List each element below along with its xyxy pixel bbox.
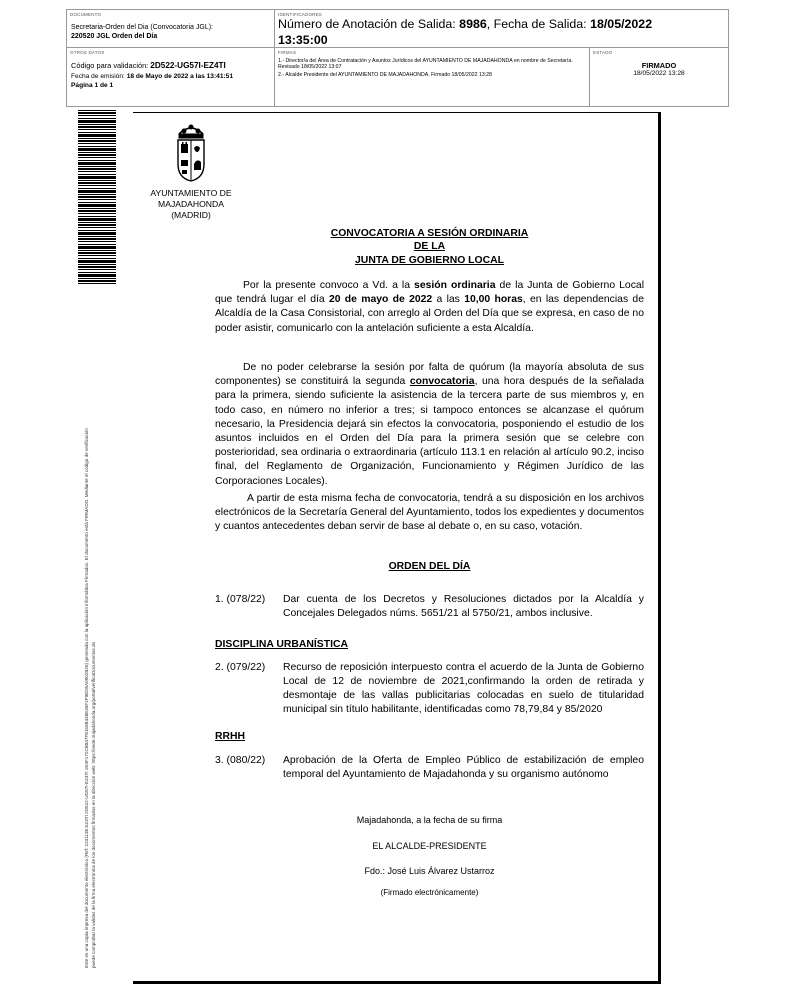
documento-label: DOCUMENTO — [70, 12, 102, 17]
item-2-text: Recurso de reposición interpuesto contra el acuerdo de la Junta de Gobierno Local de 12 de noviembre de 2021,confirmando la orden de retirada y desmontaje de las vallas publicitarias colocadas en suelo de titularidad municipal sin título habilitante, identificadas como 78,79,84 y 85/2020 — [283, 662, 644, 715]
otros-datos-label: OTROS DATOS — [70, 50, 105, 55]
item-3-text: Aprobación de la Oferta de Empleo Público de estabilización de empleo temporal del Ayuntamiento de Majadahonda y su organismo autónomo — [283, 755, 644, 780]
estado-label: ESTADO — [593, 50, 613, 55]
pagina-info: Página 1 de 1 — [71, 82, 114, 89]
documento-line2: 220520 JGL Orden del Día — [71, 33, 158, 40]
signature-name: Fdo.: José Luis Álvarez Ustarroz — [364, 866, 495, 876]
firma-2: 2.- Alcalde Presidente del AYUNTAMIENTO DE MAJADAHONDA. Firmado 18/05/2022 13:28 — [278, 72, 492, 78]
registro-prefix: Número de Anotación de Salida: — [278, 17, 460, 31]
emision-value: 18 de Mayo de 2022 a las 13:41:51 — [126, 73, 234, 80]
item-2-number: 2. (079/22) — [215, 662, 266, 673]
orden-del-dia-title: ORDEN DEL DÍA — [388, 561, 471, 572]
signature-note: (Firmado electrónicamente) — [380, 888, 479, 897]
documento-line1: Secretaria-Orden del Dia (Convocatoria JGL): — [71, 24, 214, 31]
codigo-validacion — [71, 61, 226, 70]
council-line-1: AYUNTAMIENTO DE — [150, 188, 232, 198]
item-1-number: 1. (078/22) — [215, 594, 266, 605]
item-1-text: Dar cuenta de los Decretos y Resoluciones dictados por la Alcaldía y Concejales Delegados núms. 5651/21 al 5750/21, ambos inclusive. — [283, 594, 644, 619]
title-line-1: CONVOCATORIA A SESIÓN ORDINARIA — [330, 228, 529, 239]
signature-place: Majadahonda, a la fecha de su firma — [356, 815, 503, 825]
para2-text-a: De no poder celebrarse la sesión por falta de quórum (la mayoría absoluta de sus componentes) se constituirá la segunda — [215, 362, 644, 388]
document-cell — [67, 10, 275, 48]
council-name — [130, 188, 252, 221]
section-rrhh: RRHH — [215, 731, 246, 742]
para1-text-e: a las — [432, 294, 465, 306]
codigo-label: Código para validación: — [71, 61, 151, 70]
identificadores-cell — [275, 10, 728, 48]
registro-fecha: 18/05/2022 — [590, 17, 653, 31]
para1-text-c: de la Junta de Gobierno Local que tendrá lugar el día — [215, 280, 644, 306]
firma-1: 1.- Director/a del Área de Contratación y Asuntos Jurídicos del AYUNTAMIENTO DE MAJADAHONDA en nombre de Secretaría. Revisado 18/05/2022 13:07 — [278, 58, 573, 71]
para1-text-g: , en las dependencias de Alcaldía de la Casa Consistorial, con arreglo al Orden del Día que se expresa, en caso de no poder asistir, comunicarlo con la antelación suficiente a esta Alcaldía. — [215, 294, 644, 334]
barcode — [78, 110, 116, 284]
firmas-label: FIRMAS — [278, 50, 297, 55]
registro-middle: , Fecha de Salida: — [486, 17, 591, 31]
otros-datos-cell — [67, 48, 275, 106]
section-disciplina-urbanistica: DISCIPLINA URBANÍSTICA — [215, 639, 348, 650]
para1-bold-fecha: 20 de mayo de 2022 — [328, 294, 433, 306]
title-line-2: DE LA — [413, 241, 446, 252]
fecha-emision — [71, 73, 233, 80]
side-validation-text-1: Este es una copia impresa del documento electrónico (Ref: 2231138 EZ4TI 2D522-UG57I-EZ4TI 1E4F172CB847F8155B448E45F2F9ED5A0902B26) generada con la aplicación informática Firmadoc. El documento está FIRMADO. Mediante el código de verificación — [84, 428, 89, 968]
para1-bold-sesion: sesión ordinaria — [414, 280, 496, 291]
document-header — [66, 9, 729, 107]
paragraph-convocatoria — [215, 279, 644, 336]
para2-bold-convocatoria: convocatoria — [409, 376, 475, 388]
estado-fecha: 18/05/2022 13:28 — [633, 70, 685, 77]
registro-numero: 8986 — [459, 17, 487, 31]
coat-of-arms-icon — [170, 120, 212, 184]
council-line-3: (MADRID) — [171, 210, 211, 220]
signature-role: EL ALCALDE-PRESIDENTE — [372, 841, 487, 851]
registro-entry — [278, 16, 718, 48]
council-line-2: MAJADAHONDA — [158, 199, 224, 209]
estado-value: FIRMADO — [641, 61, 677, 70]
para1-text-a: Por la presente convoco a Vd. a la — [243, 280, 415, 291]
registro-hora: 13:35:00 — [278, 33, 328, 47]
emision-label: Fecha de emisión: — [71, 73, 127, 80]
identificadores-label: IDENTIFICADORES — [278, 12, 323, 17]
side-validation-text-2: puede comprobar la validez de la firma electrónica de los documentos firmados en la dirección web: https://sede.majadahonda.org/portal/verificaDocumentos.do — [91, 641, 96, 968]
paragraph-archivos: A partir de esta misma fecha de convocatoria, tendrá a su disposición en los archivos electrónicos de la Secretaría General del Ayuntamiento, todos los expedientes y documentos y cuantos antecedentes deban servir de base al debate o, en su caso, votación. — [215, 493, 644, 533]
paragraph-quorum — [215, 361, 644, 489]
codigo-value: 2D522-UG57I-EZ4TI — [150, 61, 226, 70]
item-3-number: 3. (080/22) — [215, 755, 266, 766]
estado-cell — [590, 48, 728, 106]
firmas-cell — [275, 48, 590, 106]
para1-bold-hora: 10,00 horas — [464, 294, 523, 306]
title-line-3: JUNTA DE GOBIERNO LOCAL — [355, 255, 504, 266]
para2-text-c: , una hora después de la señalada para la primera, siendo suficiente la asistencia de la tercera parte de sus miembros y, en todo caso, en número no inferior a tres; si tampoco entonces se alcanzase el quórum necesario, la Presidencia dejará sin efectos la convocatoria, posponiendo el estudio de los asuntos incluidos en el Orden del Día para la primera sesión que se celebre con posterioridad, sea ordinaria o extraordinaria (artículo 113.1 en relación al artículo 90.2, inciso final, del Reglamento de Organización, Funcionamiento y Régimen Jurídico de las Corporaciones Locales). — [215, 376, 644, 487]
